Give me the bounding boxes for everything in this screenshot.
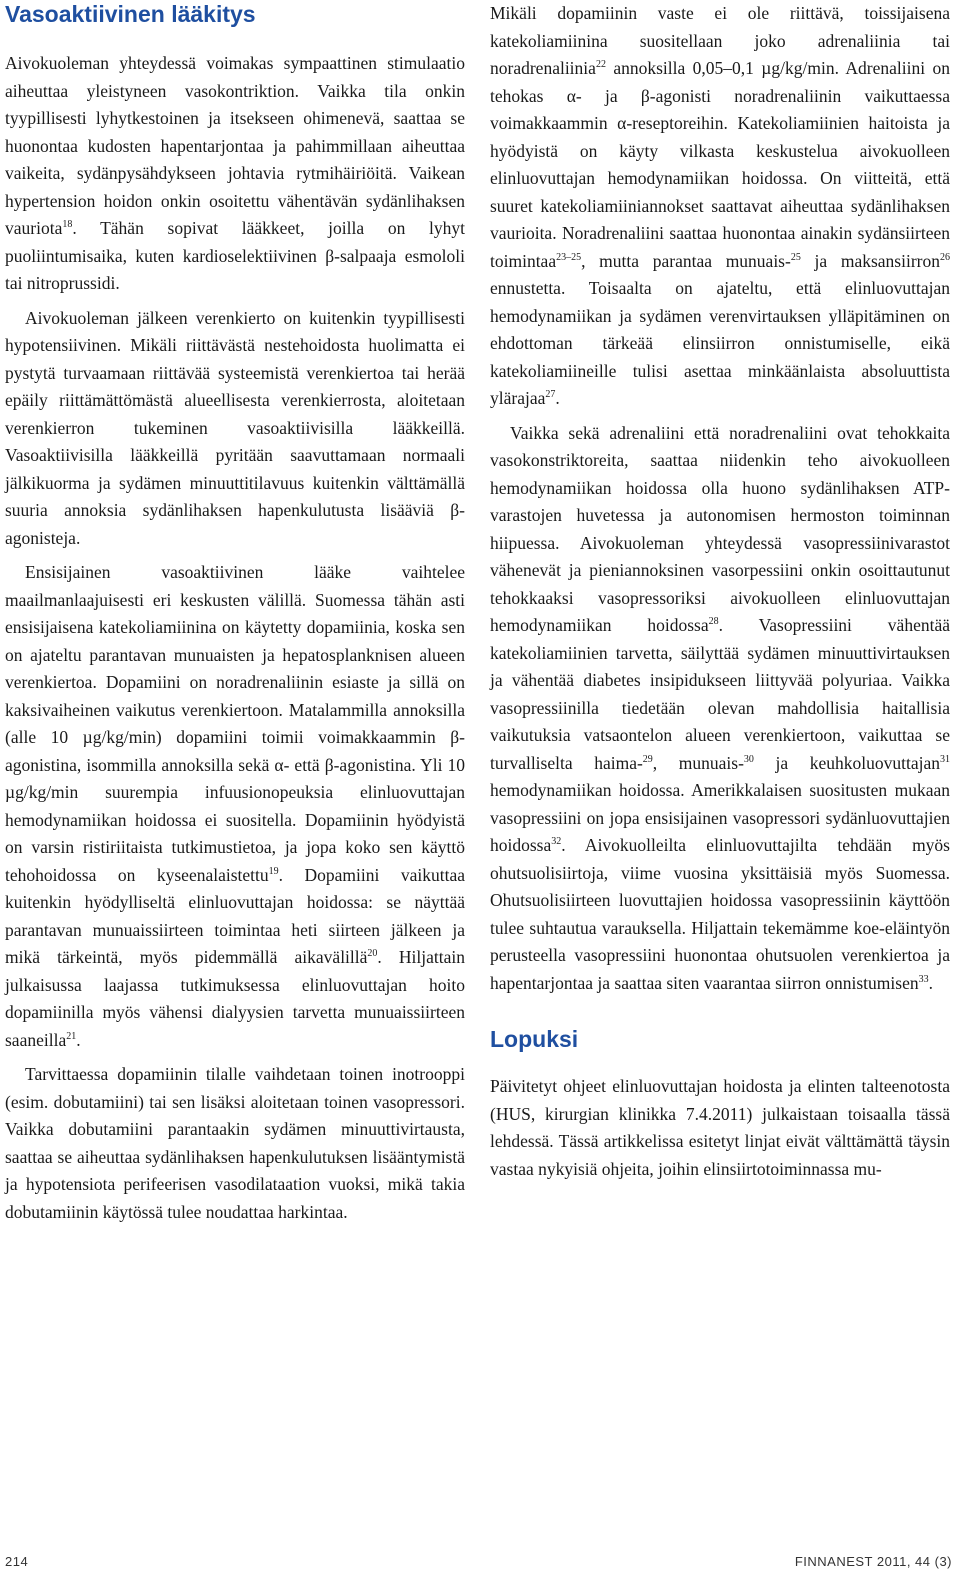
paragraph-text: Mikäli dopamiinin vaste ei ole riittävä, toissijaisena katekoliamiinina suositellaan joko adrenaliinia tai noradrenaliinia	[490, 3, 950, 78]
paragraph-text: ja maksansiirron	[800, 250, 940, 271]
paragraph-text: Tarvittaessa dopamiinin tilalle vaihdetaan toinen inotrooppi (esim. dobutamiini) tai sen lisäksi aloitetaan toinen vasopressori. Vaikka dobutamiini parantaakin sydämen minuuttivirtausta, saattaa se aiheuttaa sydänlihaksen hapenkulutuksen lisääntymistä ja hypotensiota perifeerisen vasodilataation vuoksi, mikä takia dobutamiinin käytössä tulee noudattaa harkintaa.	[5, 1064, 465, 1222]
reference-marker: 32	[551, 836, 562, 847]
left-column-body	[5, 50, 465, 1226]
page-number: 214	[5, 1554, 29, 1569]
right-column	[490, 0, 950, 1183]
paragraph-text: . Tähän sopivat lääkkeet, joilla on lyhyt puoliintumisaika, kuten kardioselektiivinen β-salpaaja esmololi tai nitroprussidi.	[5, 218, 465, 293]
paragraph-text: annoksilla 0,05–0,1 µg/kg/min. Adrenaliini on tehokas α- ja β-agonisti noradrenaliinin vaikuttaessa voimakkaammin α-reseptoreihin. Katekoliamiinien haitoista ja hyödyistä on käyty vilkasta keskustelua aivokuolleen elinluovuttajan hemodynamiikan hoidossa. On viitteitä, että suuret katekoliamiiniannokset saattavat aiheuttaa sydänlihaksen vaurioita. Noradrenaliini saattaa huonontaa ainakin sydänsiirteen toimintaa	[490, 58, 950, 271]
body-paragraph	[5, 1061, 465, 1226]
paragraph-text: Ensisijainen vasoaktiivinen lääke vaihtelee maailmanlaajuisesti eri keskusten välillä. Suomessa tähän asti ensisijaisena katekoliamiinina on käytetty dopamiinia, koska sen on ajateltu parantavan munuaisten ja hepatosplanknisen alueen verenkiertoa. Dopamiini on noradrenaliinin esiaste ja sillä on kaksivaiheinen vaikutus verenkiertoon. Matalammilla annoksilla (alle 10 µg/kg/min) dopamiini toimii voimakkaammin β-agonistina, isommilla annoksilla sekä α- että β-agonistina. Yli 10 µg/kg/min suurempia infuusionopeuksia elinluovuttajan hemodynamiikan hoidossa ei suositella. Dopamiinin hyödyistä on varsin ristiriitaista tutkimustietoa, ja jopa koko sen käyttö tehohoidossa on kyseenalaistettu	[5, 562, 465, 885]
paragraph-text: Aivokuoleman jälkeen verenkierto on kuitenkin tyypillisesti hypotensiivinen. Mikäli riittävästä nestehoidosta huolimatta ei pystytä turvaamaan riittävää systeemistä verenkiertoa tai herää epäily riittämättömästä alueellisesta verenkierrosta, aloitetaan verenkierron tukeminen vasoaktiivisilla lääkkeillä. Vasoaktiivisilla lääkkeillä pyritään saavuttamaan normaali jälkikuorma ja sydämen minuuttitilavuus kuitenkin välttämällä suuria annoksia sydänlihaksen hapenkulutusta lisääviä β-agonisteja.	[5, 307, 465, 548]
paragraph-text: ja keuhkoluovuttajan	[753, 752, 940, 773]
reference-marker: 20	[367, 948, 378, 959]
paragraph-text: .	[928, 972, 933, 993]
reference-marker: 33	[918, 973, 929, 985]
paragraph-text: . Vasopressiini vähentää katekoliamiinien tarvetta, säilyttää sydämen minuuttivirtauksen ja vähentää diabetes insipidukseen liittyvää polyuriaa. Vaikka vasopressiinilla tiedetään olevan mahdollisia haitallisia vaikutuksia vatsaontelon alueen verenkiertoon, vaikuttaa se turvalliselta haima-	[490, 615, 950, 773]
paragraph-text: ennustetta. Toisaalta on ajateltu, että elinluovuttajan hemodynamiikan ja sydämen verenvirtauksen ylläpitäminen on ehdottoman tärkeää elinsiirron onnistumiselle, eikä katekoliamiineille tulisi asettaa minkäänlaista absoluuttista ylärajaa	[490, 278, 950, 408]
body-paragraph	[490, 420, 950, 998]
journal-reference: FINNANEST 2011, 44 (3)	[794, 1554, 952, 1569]
paragraph-text: . Dopamiini vaikuttaa kuitenkin hyödylliseltä elinluovuttajan hoidossa: se näyttää parantavan munuaissiirteen toimintaa heti siirteen jälkeen ja mikä tärkeintä, myös pidemmällä aikavälillä	[5, 864, 465, 967]
section-heading-vasoaktiivinen: Vasoaktiivinen lääkitys	[5, 1, 256, 27]
paragraph-text: , mutta parantaa munuais-	[581, 250, 791, 271]
lopuksi-body	[490, 1073, 950, 1183]
right-column-body	[490, 0, 950, 997]
reference-marker: 28	[708, 616, 719, 627]
reference-marker: 21	[66, 1030, 77, 1042]
body-paragraph	[5, 559, 465, 1054]
reference-marker: 30	[743, 753, 754, 765]
paragraph-text: Vaikka sekä adrenaliini että noradrenaliini ovat tehokkaita vasokonstriktoreita, saattaa niidenkin teho aivokuolleen hemodynamiikan hoidossa olla huono sydänlihaksen ATP-varastojen huvetessa ja autonomisen hermoston toiminnan hiipuessa. Aivokuoleman yhteydessä vasopressiinivarastot vähenevät ja pieniannoksinen vasorpessiini onkin osoittautunut tehokkaaksi vasopressoriksi aivokuolleen elinluovuttajan hemodynamiikan hoidossa	[490, 422, 950, 635]
paragraph-text: hemodynamiikan hoidossa. Amerikkalaisen suositusten mukaan vasopressiini on jopa ensisijainen vasopressori sydänluovuttajien hoidossa	[490, 780, 950, 855]
body-paragraph	[490, 1073, 950, 1183]
paragraph-text: Aivokuoleman yhteydessä voimakas sympaattinen stimulaatio aiheuttaa yleistyneen vasokontriktion. Vaikka tila onkin tyypillisesti lyhytkestoinen ja itsekseen ohimenevä, saattaa se huonontaa kudosten hapentarjontaa ja pahimmillaan aiheuttaa vaikeita, sydänpysähdykseen johtavia rytmihäiriöitä. Vaikean hypertension hoidon onkin osoitettu vähentävän sydänlihaksen vauriota	[5, 53, 465, 238]
body-paragraph	[5, 50, 465, 298]
reference-marker: 29	[642, 753, 653, 765]
body-paragraph	[5, 305, 465, 553]
paragraph-text: .	[555, 388, 560, 408]
reference-marker: 23–25	[556, 251, 582, 263]
paragraph-text: . Aivokuolleilta elinluovuttajilta tehdään myös ohutsuolisiirtoja, viime vuosina yksittäisiä myös Suomessa. Ohutsuolisiirteen luovuttajien hoidossa vasopressiinin käyttöön tulee suhtautua varauksella. Hiljattain tekemämme koe-eläintyön perusteella vasopressiini huonontaa ohutsuolen verenkiertoa ja hapentarjontaa ja saattaa siten vaarantaa siirron onnistumisen	[490, 835, 950, 993]
body-paragraph	[490, 0, 950, 413]
reference-marker: 19	[268, 865, 279, 877]
reference-marker: 27	[545, 389, 556, 400]
reference-marker: 22	[595, 59, 606, 70]
reference-marker: 25	[790, 251, 801, 263]
section-heading-lopuksi: Lopuksi	[490, 1026, 579, 1052]
reference-marker: 18	[62, 219, 73, 230]
paragraph-text: Päivitetyt ohjeet elinluovuttajan hoidosta ja elinten talteenotosta (HUS, kirurgian klinikka 7.4.2011) julkaistaan toisaalla tässä lehdessä. Tässä artikkelissa esitetyt linjat eivät välttämättä täysin vastaa nykyisiä ohjeita, joihin elinsiirtotoiminnassa mu-	[490, 1076, 950, 1179]
paragraph-text: , munuais-	[652, 752, 744, 773]
paragraph-text: .	[76, 1029, 81, 1050]
reference-marker: 26	[940, 251, 950, 263]
paragraph-text: . Hiljattain julkaisussa laajassa tutkimuksessa elinluovuttajan hoito dopamiinilla myös vähensi dialyysien tarvetta munuaissiirteen saaneilla	[5, 947, 465, 1050]
left-column	[5, 0, 465, 1226]
reference-marker: 31	[939, 753, 950, 765]
